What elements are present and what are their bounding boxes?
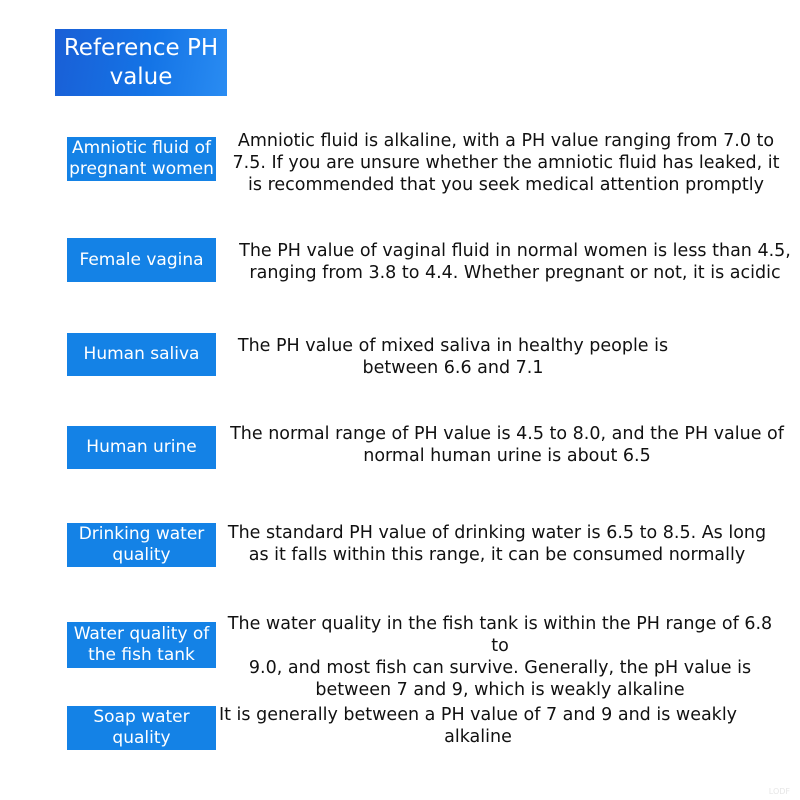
label-amniotic-fluid: Amniotic fluid of pregnant women [67,137,216,181]
desc-human-urine: The normal range of PH value is 4.5 to 8.0, and the PH value of normal human urine is about 6.5 [230,424,784,466]
label-female-vagina: Female vagina [67,238,216,282]
label-human-saliva: Human saliva [67,333,216,376]
label-fish-tank: Water quality of the fish tank [67,622,216,668]
reference-ph-title [55,29,227,96]
desc-fish-tank: The water quality in the fish tank is within the PH range of 6.8 to 9.0, and most fish can survive. Generally, the pH value is between 7 and 9, which is weakly alkaline [227,614,773,700]
desc-soap-water: It is generally between a PH value of 7 and 9 and is weakly alkaline [218,705,738,747]
desc-drinking-water: The standard PH value of drinking water is 6.5 to 8.5. As long as it falls within this range, it can be consumed normally [227,523,767,565]
desc-human-saliva: The PH value of mixed saliva in healthy people is between 6.6 and 7.1 [237,336,669,378]
reference-ph-title-text: Reference PH value [63,34,219,90]
label-soap-water: Soap water quality [67,706,216,750]
label-human-urine: Human urine [67,426,216,469]
desc-amniotic-fluid: Amniotic fluid is alkaline, with a PH value ranging from 7.0 to 7.5. If you are unsure whether the amniotic fluid has leaked, it is recommended that you seek medical attention promptly [232,131,780,195]
label-drinking-water: Drinking water quality [67,523,216,567]
watermark: LODF [768,787,790,796]
desc-female-vagina: The PH value of vaginal fluid in normal women is less than 4.5, ranging from 3.8 to 4.4. Whether pregnant or not, it is acidic [239,241,791,283]
